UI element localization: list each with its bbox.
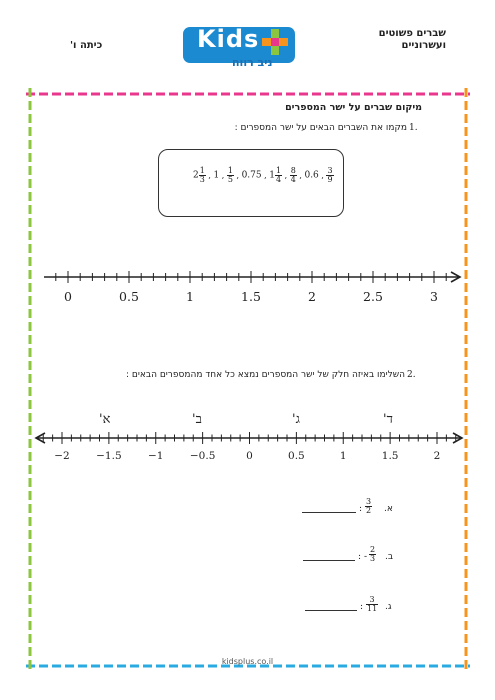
tick-label: 3 bbox=[430, 289, 438, 304]
footer-url[interactable]: kidsplus.co.il bbox=[221, 657, 274, 666]
answer-line-a[interactable] bbox=[302, 512, 356, 513]
fraction-item: 0.75 bbox=[241, 170, 262, 181]
fraction-item: 1 bbox=[213, 170, 220, 181]
tick-label: 2 bbox=[308, 289, 316, 304]
tick-label: 2.5 bbox=[363, 289, 383, 304]
logo-text: Kids bbox=[197, 25, 260, 53]
q2-number: 2. bbox=[407, 370, 416, 380]
region-label-c: ג' bbox=[292, 412, 300, 427]
answer-line-c[interactable] bbox=[305, 610, 357, 611]
fraction-item: 0.6 bbox=[304, 170, 319, 181]
tick-label: 1.5 bbox=[381, 450, 399, 462]
number-line-1 bbox=[0, 260, 495, 320]
tick-label: 0.5 bbox=[288, 450, 305, 462]
region-label-a: א' bbox=[99, 412, 111, 427]
fraction-item: 2 $\frac{1}{3}$ bbox=[193, 166, 205, 184]
fraction-list: 2 $\frac{1}{3}$ , 1 , $\frac{1}{5}$ , 0.75 , 1 $\frac{1}{4}$ , $\frac{8}{4}$ , 0.6 , $\frac{3}{9}$ bbox=[193, 166, 333, 184]
tick-label: 0 bbox=[246, 450, 253, 462]
region-label-d: ד' bbox=[383, 412, 393, 427]
answer-fraction-a: $\frac{3}{2}$ bbox=[366, 497, 372, 515]
answer-fraction-b: $\frac{2}{3}$ bbox=[370, 545, 376, 563]
tick-label: −0.5 bbox=[189, 450, 216, 462]
tick-label: 0.5 bbox=[119, 289, 139, 304]
grade-label: כיתה ו' bbox=[70, 40, 103, 51]
answer-fraction-c: $\frac{3}{11}$ bbox=[367, 595, 378, 613]
tick-label: 0 bbox=[64, 289, 72, 304]
answer-line-b[interactable] bbox=[303, 560, 355, 561]
topic-line-1: שברים פשוטים bbox=[378, 28, 446, 39]
section-title: מיקום שברים על ישר המספרים bbox=[285, 102, 422, 113]
tick-label: 2 bbox=[433, 450, 441, 462]
answer-letter-c: ג. bbox=[385, 602, 392, 612]
answer-sign-b: - bbox=[364, 552, 368, 562]
fraction-item: $\frac{3}{9}$ bbox=[327, 166, 333, 184]
tick-label: 1 bbox=[339, 450, 347, 462]
answer-letter-b: ב. bbox=[385, 552, 394, 562]
number-line-2 bbox=[0, 425, 495, 475]
topic-line-2: ועשרוניים bbox=[401, 40, 446, 51]
answer-letter-a: א. bbox=[384, 504, 393, 514]
q1-number: 1. bbox=[409, 123, 418, 133]
logo-subtitle: ניב רווח bbox=[232, 56, 273, 69]
tick-label: 1 bbox=[186, 289, 194, 304]
tick-label: −2 bbox=[54, 450, 70, 462]
fraction-item: $\frac{8}{4}$ bbox=[290, 166, 296, 184]
fraction-item: $\frac{1}{5}$ bbox=[227, 166, 233, 184]
tick-label: −1.5 bbox=[96, 450, 122, 462]
region-label-b: ב' bbox=[192, 412, 202, 427]
q2-text: השלימו באיזה חלק של ישר המספרים נמצא כל אחד מהמספרים הבאים : bbox=[125, 370, 405, 380]
tick-label: −1 bbox=[148, 450, 164, 462]
fraction-item: 1 $\frac{1}{4}$ bbox=[269, 166, 282, 184]
tick-label: 1.5 bbox=[241, 289, 261, 304]
q1-text: מקמו את השברים הבאים על ישר המספרים : bbox=[234, 123, 407, 133]
